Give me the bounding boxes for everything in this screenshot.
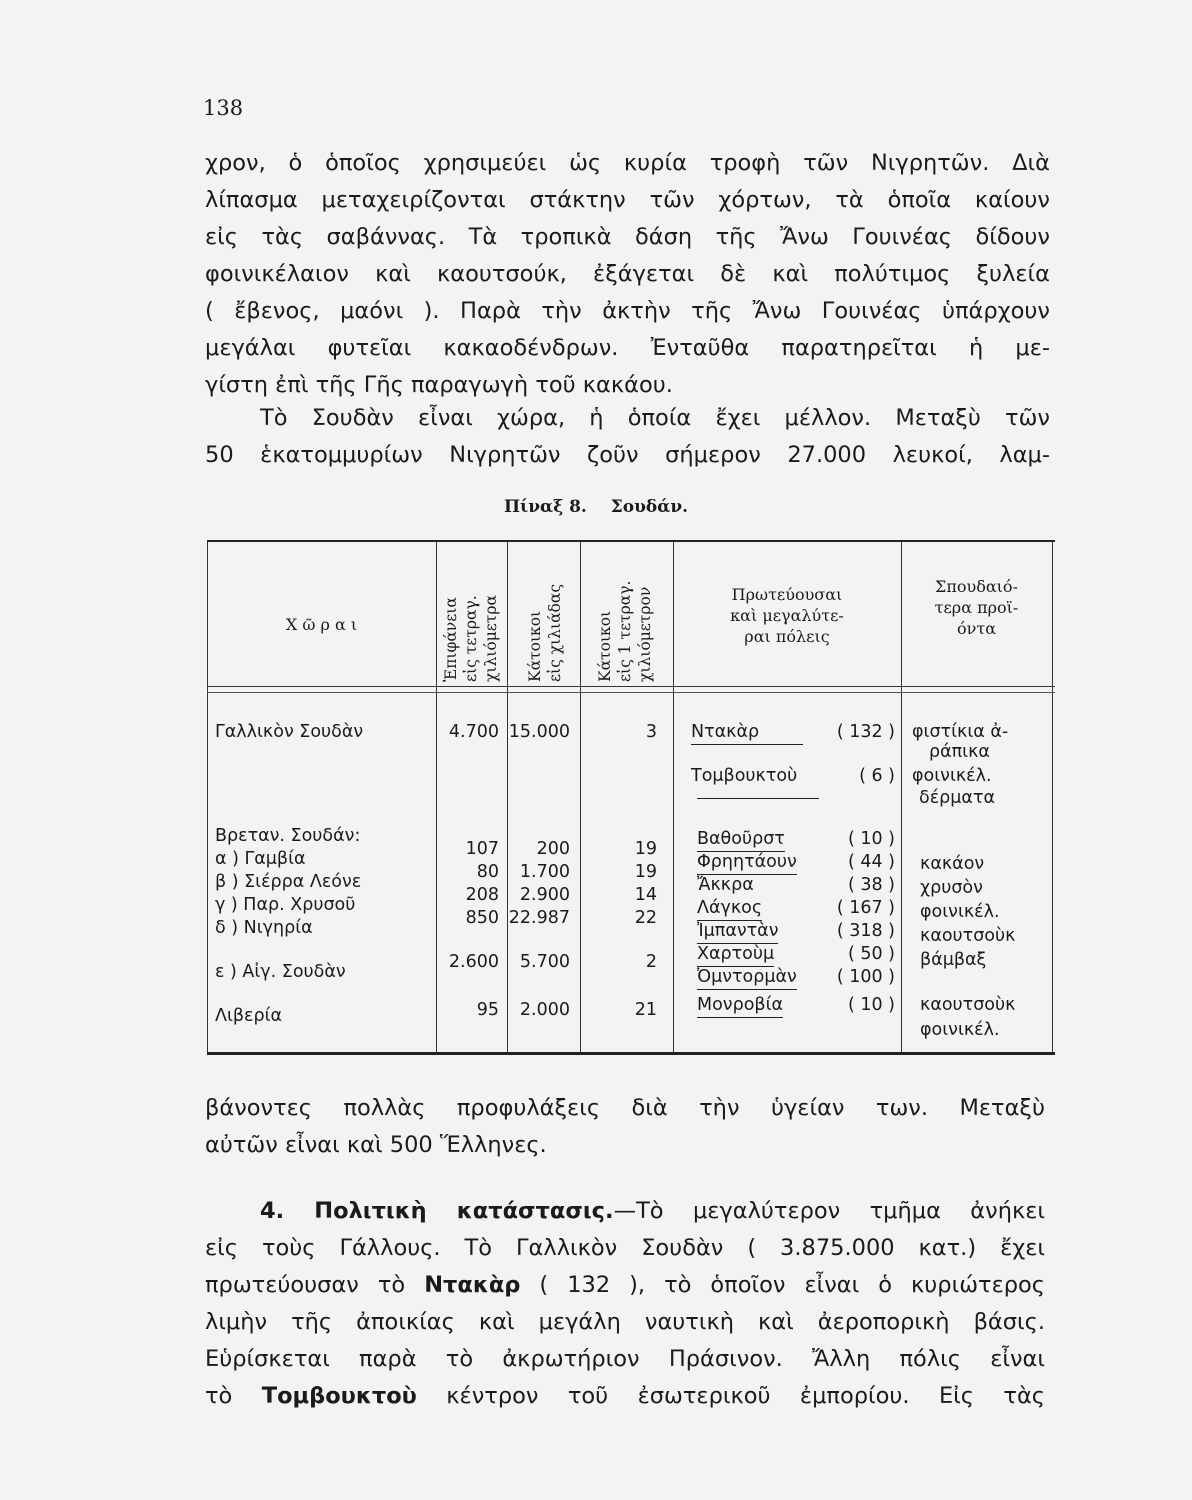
city-population: ( 100 ): [836, 967, 895, 987]
city-population: ( 38 ): [847, 875, 895, 895]
text-line: λίπασμα μεταχειρίζονται στάκτην τῶν χόρτων, τὰ ὁποῖα καίουν: [205, 187, 1050, 213]
city-dakar: Ντακὰρ: [424, 1272, 521, 1298]
density-value: 21: [634, 1000, 657, 1020]
area-value: 2.600: [448, 952, 499, 972]
density-value: 2: [645, 952, 657, 972]
density-value: 3: [645, 722, 657, 742]
city-population: ( 318 ): [836, 921, 895, 941]
city-population: ( 10 ): [847, 829, 895, 849]
city-population: ( 132 ): [836, 722, 895, 742]
city-population: ( 10 ): [847, 995, 895, 1015]
city-population: ( 44 ): [847, 852, 895, 872]
header-area: Ἐπιφάνεια εἰς τετραγ. χιλιόμετρα: [442, 595, 500, 682]
country-group: Βρεταν. Σουδάν:: [215, 826, 361, 846]
product-text: φοινικέλ.: [920, 1020, 1000, 1040]
country-name: α ) Γαμβία: [215, 849, 306, 869]
area-value: 850: [465, 908, 499, 928]
population-value: 22.987: [508, 908, 570, 928]
text-line: χρον, ὁ ὁποῖος χρησιμεύει ὡς κυρία τροφὴ τῶν Νιγρητῶν. Διὰ: [205, 150, 1050, 176]
page-number: 138: [203, 96, 244, 120]
area-value: 4.700: [448, 722, 499, 742]
country-name: ε ) Αἰγ. Σουδὰν: [215, 962, 346, 982]
population-value: 200: [536, 839, 570, 859]
text-line: Τὸ Σουδὰν εἶναι χώρα, ἡ ὁποία ἔχει μέλλον. Μεταξὺ τῶν: [260, 405, 1050, 431]
country-name: δ ) Νιγηρία: [215, 918, 313, 938]
product-text: ράπικα: [929, 742, 990, 762]
product-text: κακάον: [920, 854, 985, 874]
text-line: 50 ἑκατομμυρίων Νιγρητῶν ζοῦν σήμερον 27.000 λευκοί, λαμ-: [205, 442, 1050, 468]
header-divider: [207, 692, 1055, 693]
city-name: Λάγκος: [697, 896, 762, 921]
product-text: χρυσὸν: [920, 878, 983, 898]
header-countries: Χ ῶ ρ α ι: [285, 615, 358, 634]
text-line: 4. Πολιτικὴ κατάστασις.—Τὸ μεγαλύτερον τμῆμα ἀνήκει: [260, 1198, 1045, 1224]
table-caption-title: Σουδάν.: [610, 497, 689, 517]
population-value: 15.000: [508, 722, 570, 742]
text-line: εἰς τὰς σαβάννας. Τὰ τροπικὰ δάση τῆς Ἄνω Γουινέας δίδουν: [205, 224, 1050, 250]
table-caption-label: Πίναξ 8.: [503, 497, 587, 517]
density-value: 19: [634, 839, 657, 859]
text-line: ( ἔβενος, μαόνι ). Παρὰ τὴν ἀκτὴν τῆς Ἄνω Γουινέας ὑπάρχουν: [205, 298, 1050, 324]
country-name: γ ) Παρ. Χρυσοῦ: [215, 895, 356, 915]
city-name: Ὀμντορμὰν: [697, 965, 797, 990]
city-population: ( 50 ): [847, 944, 895, 964]
paragraph-after-table: [205, 1090, 1045, 1164]
population-value: 5.700: [519, 952, 570, 972]
header-products: Σπουδαιό- τερα προϊ- όντα: [934, 577, 1019, 638]
city-name: Ἄκκρα: [697, 875, 754, 895]
column-divider: [507, 542, 508, 1052]
city-name: Τομβουκτοὺ: [691, 766, 798, 786]
text-line: Εὑρίσκεται παρὰ τὸ ἀκρωτήριον Πράσινον. Ἄλλη πόλις εἶναι: [205, 1346, 1045, 1372]
city-population: ( 167 ): [836, 898, 895, 918]
area-value: 80: [476, 862, 499, 882]
text-line: πρωτεύουσαν τὸ Ντακὰρ ( 132 ), τὸ ὁποῖον εἶναι ὁ κυριώτερος: [205, 1272, 1046, 1298]
product-text: καουτσοὺκ: [920, 926, 1016, 946]
population-value: 1.700: [519, 862, 570, 882]
product-text: φοινικέλ.: [920, 902, 1000, 922]
population-value: 2.900: [519, 885, 570, 905]
city-name: Φρηητάουν: [697, 850, 797, 875]
text-line: γίστη ἐπὶ τῆς Γῆς παραγωγὴ τοῦ κακάου.: [205, 372, 673, 398]
density-value: 19: [634, 862, 657, 882]
city-timbuktu: Τομβουκτοὺ: [261, 1383, 417, 1409]
area-value: 107: [465, 839, 499, 859]
product-text: δέρματα: [919, 788, 996, 808]
population-value: 2.000: [519, 1000, 570, 1020]
text-line: λιμὴν τῆς ἀποικίας καὶ μεγάλη ναυτικὴ καὶ ἀεροπορικὴ βάσις.: [205, 1309, 1045, 1335]
city-name: Βαθοῦρστ: [697, 827, 785, 852]
area-value: 95: [476, 1000, 499, 1020]
city-population: ( 6 ): [859, 766, 895, 786]
area-value: 208: [465, 885, 499, 905]
table-caption: [0, 497, 1192, 517]
header-population: Κάτοικοι εἰς χιλιάδας: [526, 583, 564, 682]
section-heading: 4. Πολιτικὴ κατάστασις.: [260, 1198, 614, 1224]
data-table: [207, 540, 1055, 1055]
product-text: βάμβαξ: [920, 950, 987, 970]
header-divider: [207, 686, 1055, 687]
paragraph-top: [205, 145, 1050, 404]
header-cities: Πρωτεύουσαι καὶ μεγαλύτε- ραι πόλεις: [730, 585, 844, 646]
text-line: εἰς τοὺς Γάλλους. Τὸ Γαλλικὸν Σουδὰν ( 3.875.000 κατ.) ἔχει: [205, 1235, 1045, 1261]
text-line: αὐτῶν εἶναι καὶ 500 Ἕλληνες.: [205, 1132, 547, 1158]
table-border-right: [1052, 542, 1053, 1052]
text-line: βάνοντες πολλὰς προφυλάξεις διὰ τὴν ὑγείαν των. Μεταξὺ: [205, 1095, 1045, 1121]
city-underline: [697, 798, 819, 799]
country-name: β ) Σιέρρα Λεόνε: [215, 872, 362, 892]
column-divider: [580, 542, 581, 1052]
section-political: [205, 1193, 1045, 1415]
density-value: 14: [634, 885, 657, 905]
product-text: φιστίκια ἀ-: [912, 722, 1009, 742]
header-density: Κάτοικοι εἰς 1 τετραγ. χιλιόμετρον: [596, 580, 654, 682]
text-line: μεγάλαι φυτεῖαι κακαοδένδρων. Ἐνταῦθα παρατηρεῖται ἡ με-: [205, 335, 1050, 361]
product-text: καουτσοὺκ: [920, 995, 1016, 1015]
country-name: Γαλλικὸν Σουδὰν: [215, 722, 364, 742]
text-line: τὸ Τομβουκτοὺ κέντρον τοῦ ἐσωτερικοῦ ἐμπορίου. Εἰς τὰς: [205, 1383, 1045, 1409]
column-divider: [436, 542, 437, 1052]
product-text: φοινικέλ.: [912, 766, 992, 786]
paragraph-second: [205, 400, 1050, 474]
density-value: 22: [634, 908, 657, 928]
city-name: Ἰμπαντὰν: [697, 919, 778, 944]
text-line: φοινικέλαιον καὶ καουτσούκ, ἐξάγεται δὲ καὶ πολύτιμος ξυλεία: [205, 261, 1050, 287]
country-name: Λιβερία: [215, 1006, 283, 1026]
city-name: Μονροβία: [697, 993, 783, 1018]
city-name: Ντακὰρ: [691, 720, 803, 745]
city-name: Χαρτοὺμ: [697, 942, 774, 967]
